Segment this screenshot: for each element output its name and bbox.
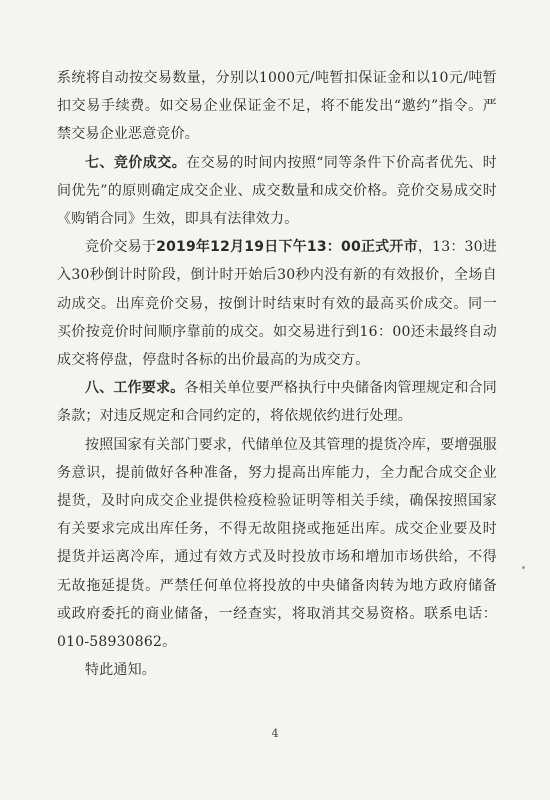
paragraph-deposit-rules: 系统将自动按交易数量，分别以1000元/吨暂扣保证金和以10元/吨暂扣交易手续费。如交易企业保证金不足，将不能发出“邀约”指令。严禁交易企业恶意竞价。 xyxy=(57,70,497,143)
closing-remark: 特此通知。 xyxy=(85,662,156,679)
section-8-heading: 八、工作要求。 xyxy=(85,380,185,397)
trading-schedule-lead: 竞价交易于 xyxy=(85,239,157,256)
trading-schedule-text: ，13：30进入30秒倒计时阶段，倒计时开始后30秒内没有新的有效报价，全场自动成交。出库竞价交易，按倒计时结束时有效的最高买价成交。同一买价按竞价时间顺序靠前的成交。如交易进行到16：00还未最终自动成交将停盘，停盘时各标的出价最高的为成交方。 xyxy=(57,239,498,369)
section-8-paragraph xyxy=(57,374,497,430)
section-7-heading: 七、竞价成交。 xyxy=(85,154,187,171)
scan-speck xyxy=(522,566,525,569)
document-body xyxy=(57,64,497,684)
opening-time: 2019年12月19日下午13：00正式开市 xyxy=(156,239,418,256)
section-7-paragraph xyxy=(57,149,497,234)
delivery-requirements-paragraph: 按照国家有关部门要求，代储单位及其管理的提货冷库，要增强服务意识，提前做好各种准备，努力提高出库能力，全力配合成交企业提货，及时向成交企业提供检疫检验证明等相关手续，确保按照国家有关要求完成出库任务，不得无故阻挠或拖延出库。成交企业要及时提货并运离冷库，通过有效方式及时投放市场和增加市场供给，不得无故拖延提货。严禁任何单位将投放的中央储备肉转为地方政府储备或政府委托的商业储备，一经查实，将取消其交易资格。联系电话：010-58930862。 xyxy=(57,436,497,651)
page-number: 4 xyxy=(271,727,279,740)
trading-schedule-paragraph xyxy=(57,233,497,374)
section-8-text: 各相关单位要严格执行中央储备肉管理规定和合同条款；对违反规定和合同约定的，将依规依约进行处理。 xyxy=(57,380,497,425)
section-7-text: 在交易的时间内按照“同等条件下价高者优先、时间优先”的原则确定成交企业、成交数量和成交价格。竞价交易成交时《购销合同》生效，即具有法律效力。 xyxy=(57,154,498,228)
